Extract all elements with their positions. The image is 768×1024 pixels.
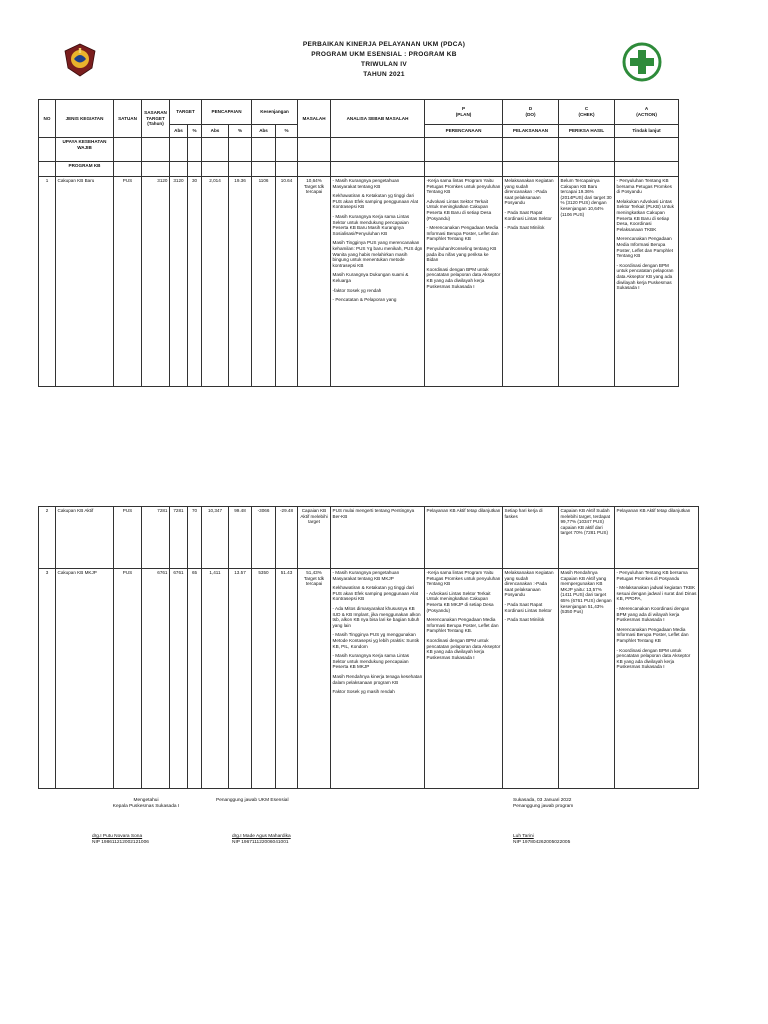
cell-paragraph: Kekhawatiran & Ketakutan yg tinggi dari PUS akan Efek samping penggunaan Alat Kontrasepsi KB xyxy=(332,193,419,210)
cell-paragraph: -Kerja sama lintas Program Yaitu Petugas Promkes untuk penyuluhan Tentang KB xyxy=(426,178,501,195)
cell-paragraph: - Penyuluhan Tentang KB bersama Petugas Promkes di Posyandu xyxy=(616,570,688,581)
col-a-letter: A xyxy=(644,106,649,112)
row-target-abs: 7281 xyxy=(170,507,188,569)
sig-right-title1: Sukasada, 03 Januari 2022 xyxy=(513,798,572,803)
row-analisa xyxy=(331,507,425,569)
cell-paragraph: - Pada Saat Rapat Kordinasi Lintas Sektor xyxy=(504,209,552,221)
row-satuan: PUS xyxy=(114,177,142,387)
sig-mid-name: drg.I Made Agus Mahardika xyxy=(232,834,291,839)
row-analisa xyxy=(331,569,425,789)
sig-left-title1: Mengetahui xyxy=(133,798,159,803)
section-program: PROGRAM KB xyxy=(56,162,114,177)
cell-paragraph: - Masih Kurangnya Kerja sama Lintas Sektor untuk mendukung pencapaian Peserta KB Baru Masih Kurangnya Sosialisasi/Penyuluhan KB xyxy=(332,213,410,236)
sig-mid-nip: NIP 196711122006041001 xyxy=(232,840,289,845)
row-senjang-abs: 1106 xyxy=(252,177,276,387)
header-line-2: PROGRAM UKM ESENSIAL : PROGRAM KB xyxy=(311,51,457,58)
table-row xyxy=(39,177,679,387)
row-masalah: Capaian KB Aktif melebihi target xyxy=(298,507,331,569)
cell-paragraph: Setiap hari kerja di faskes xyxy=(504,508,543,519)
cell-paragraph: Merencanakan Pengadaan Media Informasi Berupa Poster, Leflet dan Pamphlet Tentang KB. xyxy=(426,617,499,634)
row-jenis: Cakupan KB Aktif xyxy=(56,507,114,569)
row-target-abs: 3120 xyxy=(170,177,188,387)
col-p-letter: P xyxy=(461,106,466,112)
row-sasaran: 7281 xyxy=(142,507,170,569)
cell-paragraph: Kekhawatiran & Ketakutan yg tinggi dari PUS akan Efek samping penggunaan Alat Kontrasepsi KB xyxy=(332,585,419,602)
row-senjang-abs: -3066 xyxy=(252,507,276,569)
cell-paragraph: - Masih Tingginya PUS yg menggunakan Metode Kontasepsi yg lebih praktis: Suntik KB, PIL, Kondom xyxy=(332,632,420,649)
cell-paragraph: - Masih Kurangnya pengetahuan Masyarakat tentang KB MKJP xyxy=(332,570,400,581)
cell-paragraph: - Advokasi Lintas Sektor Terkait Untuk meningkatkan Cakupan Peserta KB MKJP di setiap Desa (Posyandu) xyxy=(426,590,494,613)
col-masalah: MASALAH xyxy=(298,100,331,138)
cell-paragraph: Masih Kurangnya Dukungan suami & Keluarga xyxy=(332,272,409,283)
row-masalah: 51,43% Target tdk tercapai xyxy=(298,569,331,789)
cell-paragraph: - Pada Saat Rapat Kordinasi Lintas Sektor xyxy=(504,601,552,613)
row-target-abs: 6761 xyxy=(170,569,188,789)
col-tindak: Tindak lanjut xyxy=(615,125,679,138)
col-d-letter: D xyxy=(528,106,533,112)
col-c-letter: C xyxy=(584,106,589,112)
row-sasaran: 6761 xyxy=(142,569,170,789)
col-capai-pct: % xyxy=(229,125,252,138)
col-target: TARGET xyxy=(170,100,202,125)
document-header xyxy=(0,40,768,80)
col-no: NO xyxy=(39,100,56,138)
col-target-pct: % xyxy=(188,125,202,138)
row-analisa xyxy=(331,177,425,387)
row-capai-abs: 10,347 xyxy=(202,507,229,569)
row-target-pct: 30 xyxy=(188,177,202,387)
cell-paragraph: Melaksanakan Kegiatan yang sudah direncanakan :-Pada saat pelaksanaan Posyandu xyxy=(504,178,554,206)
row-check xyxy=(559,507,615,569)
col-satuan: SATUAN xyxy=(114,100,142,138)
col-do: (DO) xyxy=(525,112,536,117)
cell-paragraph: Melaksanakan Kegiatan yang sudah direncanakan :-Pada saat pelaksanaan Posyandu xyxy=(504,570,554,598)
col-action: (ACTION) xyxy=(636,112,657,117)
row-do xyxy=(503,507,559,569)
sig-left-title2: Kepala Puskesmas Sukasada I xyxy=(112,804,180,809)
row-no: 3 xyxy=(39,569,56,789)
cell-paragraph: Merencanakan Pengadaan Media Informasi Berupa Poster, Leflet dan Pamphlet Tentang KB xyxy=(616,626,689,643)
row-check xyxy=(559,569,615,789)
row-capai-abs: 2,014 xyxy=(202,177,229,387)
cell-paragraph: Merencanakan Pengadaan Media Informasi Berupa Poster, Leflet dan Pamphlet Tentang KB xyxy=(616,236,673,259)
cell-paragraph: PUS mulai mengerti tentang Pentingnya Ber-KB xyxy=(332,508,415,519)
header-line-3: TRIWULAN IV xyxy=(361,61,407,68)
col-senjang-abs: Abs xyxy=(252,125,276,138)
row-no: 1 xyxy=(39,177,56,387)
col-analisa: ANALISA SEBAB MASALAH xyxy=(331,100,425,138)
cell-paragraph: - Koordinasi dengan BPM untuk pencatatan pelaporan data Akseptor KB yang ada diwilayah kerja Puskesmas Sukasada I xyxy=(616,647,691,670)
row-plan xyxy=(425,507,503,569)
cell-paragraph: - Pada Saat Minilok xyxy=(504,225,545,231)
cell-paragraph: Masih Rendahnya Capaian KB Aktif yang mempergunakan KB MKJP yaitu: 13,57% (1411 PUS) dari target 65% (6761 PUS) dengan kesenjangan 51,43% (5350 Pus) xyxy=(560,570,612,615)
row-do xyxy=(503,177,559,387)
col-kesenjangan: Kesenjangan xyxy=(252,100,298,125)
col-c xyxy=(559,100,615,125)
cell-paragraph: - Merencanakan Koordinasi dengan BPM yang ada di wilayah kerja Puskesmas Sukasada I xyxy=(616,605,690,623)
row-capai-pct: 13.57 xyxy=(229,569,252,789)
col-sasaran: SASARAN TARGET (Tahun) xyxy=(142,100,170,138)
row-plan xyxy=(425,177,503,387)
row-action xyxy=(615,177,679,387)
cell-paragraph: - Ada Mitos dimasyarakat khususnya KB IUD & KB Implant, jika menggunakan alkon tsb, alkon KB nya bisa lari ke bagian tubuh yang lain xyxy=(332,605,421,628)
cell-paragraph: Koordinasi dengan BPM untuk pencatatan pelaporan data Akseptor KB yang ada diwilayah kerja Puskesmas Sukasada I xyxy=(426,266,501,289)
signature-left xyxy=(86,798,206,810)
signature-mid xyxy=(216,798,289,804)
cell-paragraph: Advokasi Lintas Sektor Terkait Untuk meningkatkan Cakupan Peserta KB Baru di setiap Desa (Posyandu) xyxy=(426,198,492,221)
row-jenis: Cakupan KB MKJP xyxy=(56,569,114,789)
cell-paragraph: Melakukan Advokasi Lintas Sektor Terkait (PLKB) Untuk meningkatkan Cakupan Peserta KB Baru di setiap Desa, Koordinasi Pelaksanaan TKBK xyxy=(616,198,674,232)
sig-left-name: drg.I Putu Novara Sona xyxy=(92,834,143,839)
col-d xyxy=(503,100,559,125)
signature-right-name xyxy=(513,834,570,846)
section-upaya: UPAYA KESEHATAN WAJIB xyxy=(56,138,114,162)
row-action xyxy=(615,507,699,569)
signature-right xyxy=(513,798,573,810)
col-senjang-pct: % xyxy=(276,125,298,138)
col-a xyxy=(615,100,679,125)
row-senjang-pct: -29.48 xyxy=(276,507,298,569)
cell-paragraph: - Masih Kurangnya Kerja sama Lintas Sektor untuk mendukung pencapaian Peserta KB MKJP xyxy=(332,653,410,670)
cell-paragraph: - Pencatatan & Pelaporan yang xyxy=(332,297,397,303)
cell-paragraph: - Penyuluhan Tentang KB bersama Petugas Promkes di Posyandu xyxy=(616,178,672,195)
row-senjang-pct: 10.64 xyxy=(276,177,298,387)
row-jenis: Cakupan KB Baru xyxy=(56,177,114,387)
row-do xyxy=(503,569,559,789)
col-p xyxy=(425,100,503,125)
row-masalah: 10,64% Target tdk tercapai xyxy=(298,177,331,387)
col-perencanaan: PERENCANAAN xyxy=(425,125,503,138)
sig-right-title2: Penanggung jawab program xyxy=(513,804,574,809)
col-periksa: PERIKSA HASIL xyxy=(559,125,615,138)
cell-paragraph: Masih Rendahnya kinerja tenaga kesehatan dalam pelaksanaan program KB xyxy=(332,673,423,685)
col-pelaksanaan: PELAKSANAAN xyxy=(503,125,559,138)
cell-paragraph: Pelayanan KB Aktif tetap dilanjutkan xyxy=(426,508,501,513)
header-line-4: TAHUN 2021 xyxy=(363,71,405,78)
cell-paragraph: - Merencanakan Pengadaan Media Informasi Berupa Poster, Leflet dan Pamphlet Tentang KB xyxy=(426,225,499,242)
cell-paragraph: - Pada Saat Minilok xyxy=(504,617,545,623)
sig-right-nip: NIP 197804262005022005 xyxy=(513,840,571,845)
cell-paragraph: - Melaksanakan jadwal kegiatan TKBK sesuai dengan jadwal i surat dari Dinas KB, PPDPA, xyxy=(616,585,697,602)
row-no: 2 xyxy=(39,507,56,569)
sig-left-nip: NIP 198611212002121006 xyxy=(92,840,149,845)
cell-paragraph: Koordinasi dengan BPM untuk pencatatan pelaporan data Akseptor KB yang ada diwilayah kerja Puskesmas Sukasada I xyxy=(426,637,501,660)
row-action xyxy=(615,569,699,789)
row-capai-abs: 1,411 xyxy=(202,569,229,789)
sig-mid-title: Penanggung jawab UKM Esensial xyxy=(216,798,289,803)
row-satuan: PUS xyxy=(114,569,142,789)
row-senjang-pct: 51.43 xyxy=(276,569,298,789)
row-target-pct: 70 xyxy=(188,507,202,569)
row-check xyxy=(559,177,615,387)
col-jenis: JENIS KEGIATAN xyxy=(56,100,114,138)
cell-paragraph: -faktor Sosek yg rendah xyxy=(332,287,382,293)
row-plan xyxy=(425,569,503,789)
pdca-table-bottom xyxy=(38,506,699,789)
row-capai-pct: 99.48 xyxy=(229,507,252,569)
cell-paragraph: Faktor Sosek yg masih rendah xyxy=(332,689,395,695)
row-satuan: PUS xyxy=(114,507,142,569)
cell-paragraph: Masih Tingginya PUS yang merencanakan kehamilan: PUS Yg baru menikah, PUS dgn Wanita yang habis melahirkan masih bingung untuk menentukan metode kontrasepsi KB xyxy=(332,240,423,268)
cell-paragraph: Capaian KB Aktif Sudah melebihi target, terdapat 99,77% (10347 PUS) capaian KB aktif dari target 70% (7281 PUS) xyxy=(560,508,611,536)
col-target-abs: Abs xyxy=(170,125,188,138)
header-line-1: PERBAIKAN KINERJA PELAYANAN UKM (PDCA) xyxy=(302,41,466,48)
row-capai-pct: 19.36 xyxy=(229,177,252,387)
cell-paragraph: - Masih Kurangnya pengetahuan Masyarakat tentang KB xyxy=(332,178,400,189)
table-row xyxy=(39,569,699,789)
cell-paragraph: Pelayanan KB Aktif tetap dilanjutkan xyxy=(616,508,691,513)
cell-paragraph: Penyuluhan/Konseling tentang KB pada ibu nifas yang periksa ke Bidan xyxy=(426,245,497,263)
row-sasaran: 3120 xyxy=(142,177,170,387)
signature-left-name xyxy=(92,834,149,846)
pdca-table-top xyxy=(38,99,679,387)
col-capai-abs: Abs xyxy=(202,125,229,138)
col-plan: (PLAN) xyxy=(455,112,472,117)
row-target-pct: 65 xyxy=(188,569,202,789)
cell-paragraph: - Koordinasi dengan BPM untuk pencatatan pelaporan data Akseptor KB yang ada diwilayah kerja Puskesmas Sukasada I xyxy=(616,262,674,291)
table-row xyxy=(39,507,699,569)
cell-paragraph: -Kerja sama lintas Program Yaitu Petugas Promkes untuk penyuluhan Tentang KB xyxy=(426,570,501,587)
cell-paragraph: Belum Tercapainya Cakupan KB Baru tercapai 19.36% (2014PUS) dari target 30 % (3120 PUS) dengan kesenjangan 10,64% (1106 PUS) xyxy=(560,178,612,217)
signature-mid-name xyxy=(232,834,291,846)
col-check: (CHEK) xyxy=(578,112,595,117)
sig-right-name: Luh Tarini xyxy=(513,834,534,839)
col-pencapaian: PENCAPAIAN xyxy=(202,100,252,125)
row-senjang-abs: 5350 xyxy=(252,569,276,789)
